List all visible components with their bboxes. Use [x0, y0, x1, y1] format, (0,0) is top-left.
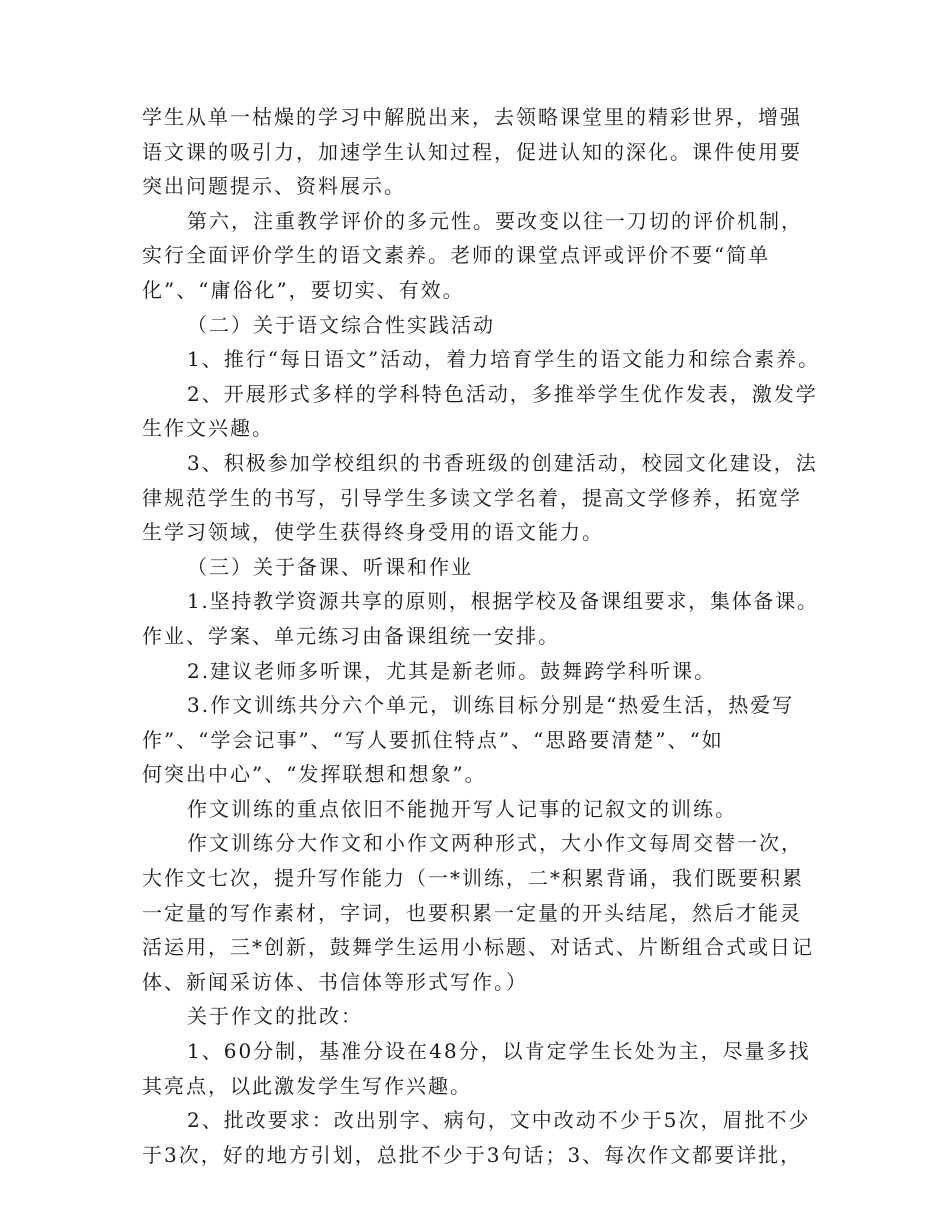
- text-line: 3.作文训练共分六个单元，训练目标分别是“热爱生活，热爱写: [187, 693, 795, 718]
- text-line: 活运用，三*创新，鼓舞学生运用小标题、对话式、片断组合式或日记: [142, 935, 814, 960]
- document-body: [142, 100, 822, 1172]
- text-line: 突出问题提示、资料展示。: [142, 174, 406, 199]
- text-line: 语文课的吸引力，加速学生认知过程，促进认知的深化。课件使用要: [142, 139, 802, 164]
- text-line: 3、积极参加学校组织的书香班级的创建活动，校园文化建设，法: [187, 450, 818, 475]
- text-line: 2、批改要求：改出别字、病句，文中改动不少于5次，眉批不少: [187, 1108, 811, 1133]
- text-line: 生作文兴趣。: [142, 416, 274, 441]
- text-line: 体、新闻采访体、书信体等形式写作。）: [142, 969, 528, 994]
- text-line: 化”、“庸俗化”，要切实、有效。: [142, 277, 465, 302]
- text-line: 作”、“学会记事”、“写人要抓住特点”、“思路要清楚”、“如: [142, 727, 724, 752]
- text-line: 律规范学生的书写，引导学生多读文学名着，提高文学修养，拓宽学: [142, 485, 802, 510]
- text-line: 第六，注重教学评价的多元性。要改变以往一刀切的评价机制，: [187, 208, 803, 233]
- text-line: 2.建议老师多听课，尤其是新老师。鼓舞跨学科听课。: [187, 658, 717, 683]
- text-line: 于3次，好的地方引划，总批不少于3句话；3、每次作文都要详批，: [142, 1142, 803, 1167]
- text-line: 关于作文的批改：: [187, 1004, 363, 1029]
- text-line: 实行全面评价学生的语文素养。老师的课堂点评或评价不要“简单: [142, 243, 771, 268]
- text-line: 学生从单一枯燥的学习中解脱出来，去领略课堂里的精彩世界，增强: [142, 105, 802, 129]
- text-line: 1、推行“每日语文”活动，着力培育学生的语文能力和综合素养。: [187, 347, 821, 372]
- section-heading: （三）关于备课、听课和作业: [187, 554, 473, 579]
- text-line: 生学习领域，使学生获得终身受用的语文能力。: [142, 520, 604, 545]
- text-line: 1、60分制，基准分设在48分，以肯定学生长处为主，尽量多找: [187, 1039, 811, 1064]
- text-line: 作文训练分大作文和小作文两种形式，大小作文每周交替一次，: [187, 831, 803, 856]
- text-line: 作业、学案、单元练习由备课组统一安排。: [142, 623, 560, 648]
- text-line: 2、开展形式多样的学科特色活动，多推举学生优作发表，激发学: [187, 381, 818, 406]
- section-heading: （二）关于语文综合性实践活动: [187, 312, 495, 337]
- text-line: 作文训练的重点依旧不能抛开写人记事的记叙文的训练。: [187, 796, 737, 821]
- text-line: 其亮点，以此激发学生写作兴趣。: [142, 1073, 472, 1098]
- text-line: 大作文七次，提升写作能力（一*训练，二*积累背诵，我们既要积累: [142, 866, 804, 891]
- text-line: 何突出中心”、“发挥联想和想象”。: [142, 762, 487, 787]
- text-line: 一定量的写作素材，字词，也要积累一定量的开头结尾，然后才能灵: [142, 900, 802, 925]
- text-line: 1.坚持教学资源共享的原则，根据学校及备课组要求，集体备课。: [187, 589, 819, 614]
